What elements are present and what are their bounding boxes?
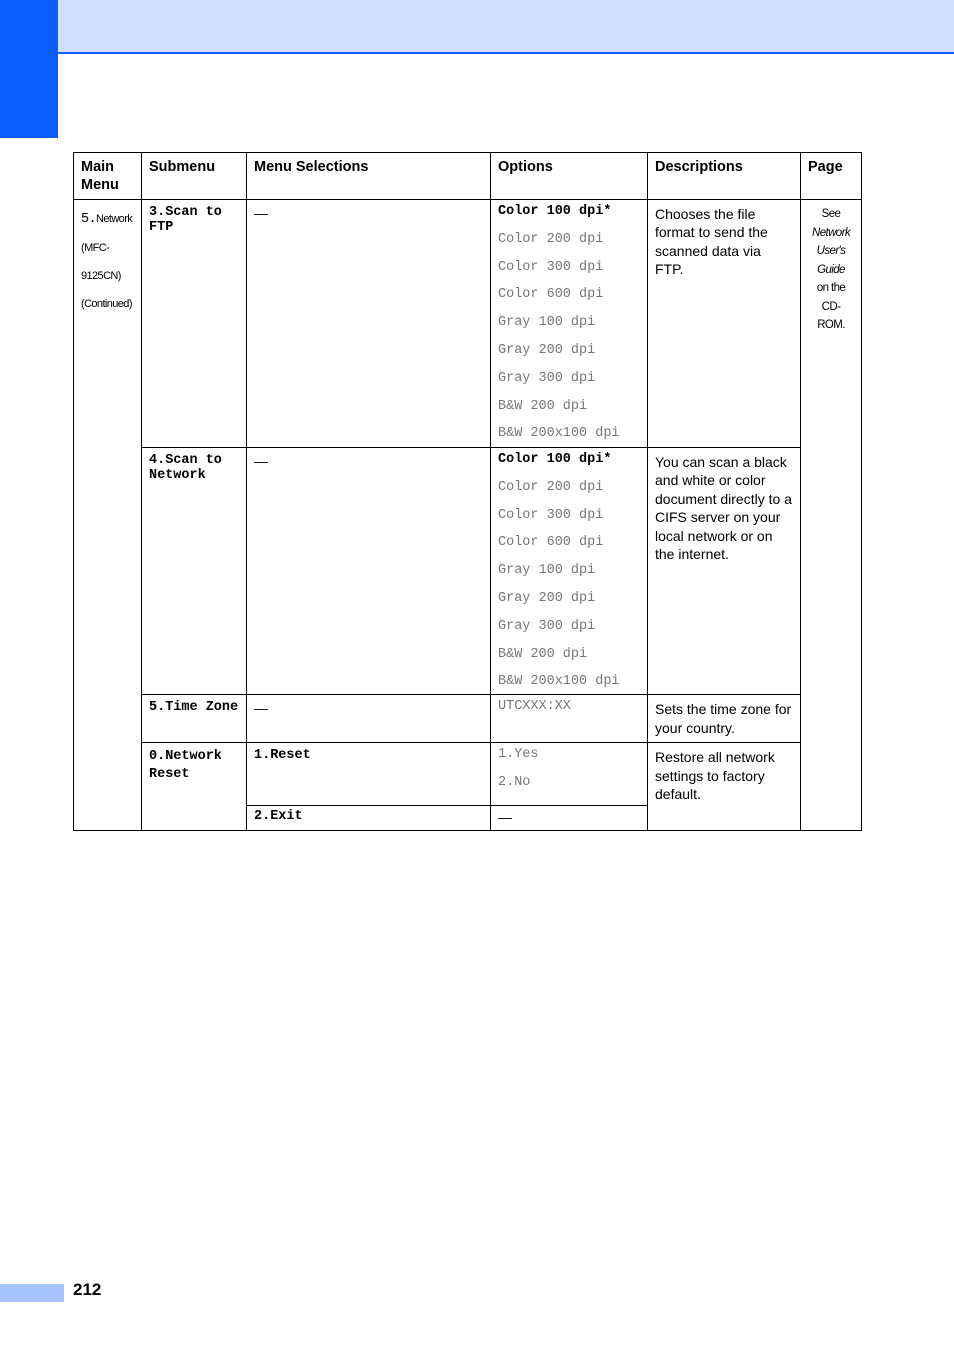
submenu-time-zone: 5.Time Zone — [142, 695, 247, 743]
submenu-scan-network: 4.Scan to Network — [142, 448, 247, 695]
options-exit: — — [491, 806, 648, 831]
selection-exit: 2.Exit — [247, 806, 491, 831]
option-item: UTCXXX:XX — [498, 699, 571, 715]
header-band — [0, 0, 954, 54]
col-header-main-menu: Main Menu — [74, 153, 142, 200]
selection-reset: 1.Reset — [247, 743, 491, 806]
option-item: Gray 100 dpi — [498, 315, 596, 331]
table-row-network-reset — [74, 743, 862, 806]
page-ref-network: Network — [812, 226, 850, 239]
option-item: B&W 200 dpi — [498, 646, 588, 662]
col-header-menu-selections: Menu Selections — [247, 153, 491, 200]
selection-scan-network: — — [247, 448, 491, 695]
page-ref-users: User's — [816, 245, 846, 257]
option-item: Color 600 dpi — [498, 287, 604, 303]
option-item: 1.Yes — [498, 747, 539, 763]
option-item: B&W 200x100 dpi — [498, 674, 620, 690]
option-item: B&W 200x100 dpi — [498, 426, 620, 442]
option-item: Gray 300 dpi — [498, 618, 596, 634]
option-item: Gray 200 dpi — [498, 342, 596, 358]
footer-band — [0, 1284, 64, 1302]
option-item: Color 200 dpi — [498, 231, 604, 247]
options-reset — [491, 743, 648, 806]
page-ref-guide: Guide — [817, 263, 845, 276]
option-item: Gray 300 dpi — [498, 370, 596, 386]
option-item: Gray 100 dpi — [498, 563, 596, 579]
chapter-tab — [0, 0, 58, 138]
main-menu-continued: (Continued) — [81, 298, 132, 310]
description-network-reset: Restore all network settings to factory default. — [648, 743, 801, 831]
main-menu-cell — [74, 200, 142, 831]
options-scan-network — [491, 448, 648, 695]
option-item: Color 200 dpi — [498, 479, 604, 495]
description-time-zone: Sets the time zone for your country. — [648, 695, 801, 743]
col-header-descriptions: Descriptions — [648, 153, 801, 200]
option-item: Color 100 dpi* — [498, 204, 612, 219]
table-header-row — [74, 153, 862, 200]
options-scan-ftp — [491, 200, 648, 448]
options-time-zone — [491, 695, 648, 743]
page-number: 212 — [73, 1280, 102, 1299]
table-row-scan-network — [74, 448, 862, 695]
main-menu-model: (MFC-9125CN) — [81, 242, 121, 282]
main-menu-number: 5. — [81, 212, 97, 227]
page-ref-cell — [801, 200, 862, 831]
option-item: Color 300 dpi — [498, 507, 604, 523]
description-scan-network: You can scan a black and white or color document directly to a CIFS server on your local network or on the internet. — [648, 448, 801, 695]
submenu-scan-ftp: 3.Scan to FTP — [142, 200, 247, 448]
option-item: Gray 200 dpi — [498, 590, 596, 606]
page-ref-see: See — [821, 208, 841, 220]
col-header-options: Options — [491, 153, 648, 200]
submenu-network-reset: 0.Network Reset — [142, 743, 247, 831]
option-item: Color 300 dpi — [498, 259, 604, 275]
page-ref-cdrom: CD-ROM. — [817, 300, 845, 331]
option-item: Color 600 dpi — [498, 535, 604, 551]
option-item: 2.No — [498, 774, 531, 790]
selection-time-zone: — — [247, 695, 491, 743]
description-scan-ftp: Chooses the file format to send the scanned data via FTP. — [648, 200, 801, 448]
table-row-time-zone — [74, 695, 862, 743]
page-ref-on-the: on the — [816, 282, 846, 294]
option-item: Color 100 dpi* — [498, 452, 612, 467]
selection-scan-ftp: — — [247, 200, 491, 448]
main-menu-name: Network — [96, 213, 133, 225]
col-header-page: Page — [801, 153, 862, 200]
col-header-submenu: Submenu — [142, 153, 247, 200]
table-row-scan-ftp — [74, 200, 862, 448]
option-item: B&W 200 dpi — [498, 398, 588, 414]
menu-table — [73, 152, 862, 831]
